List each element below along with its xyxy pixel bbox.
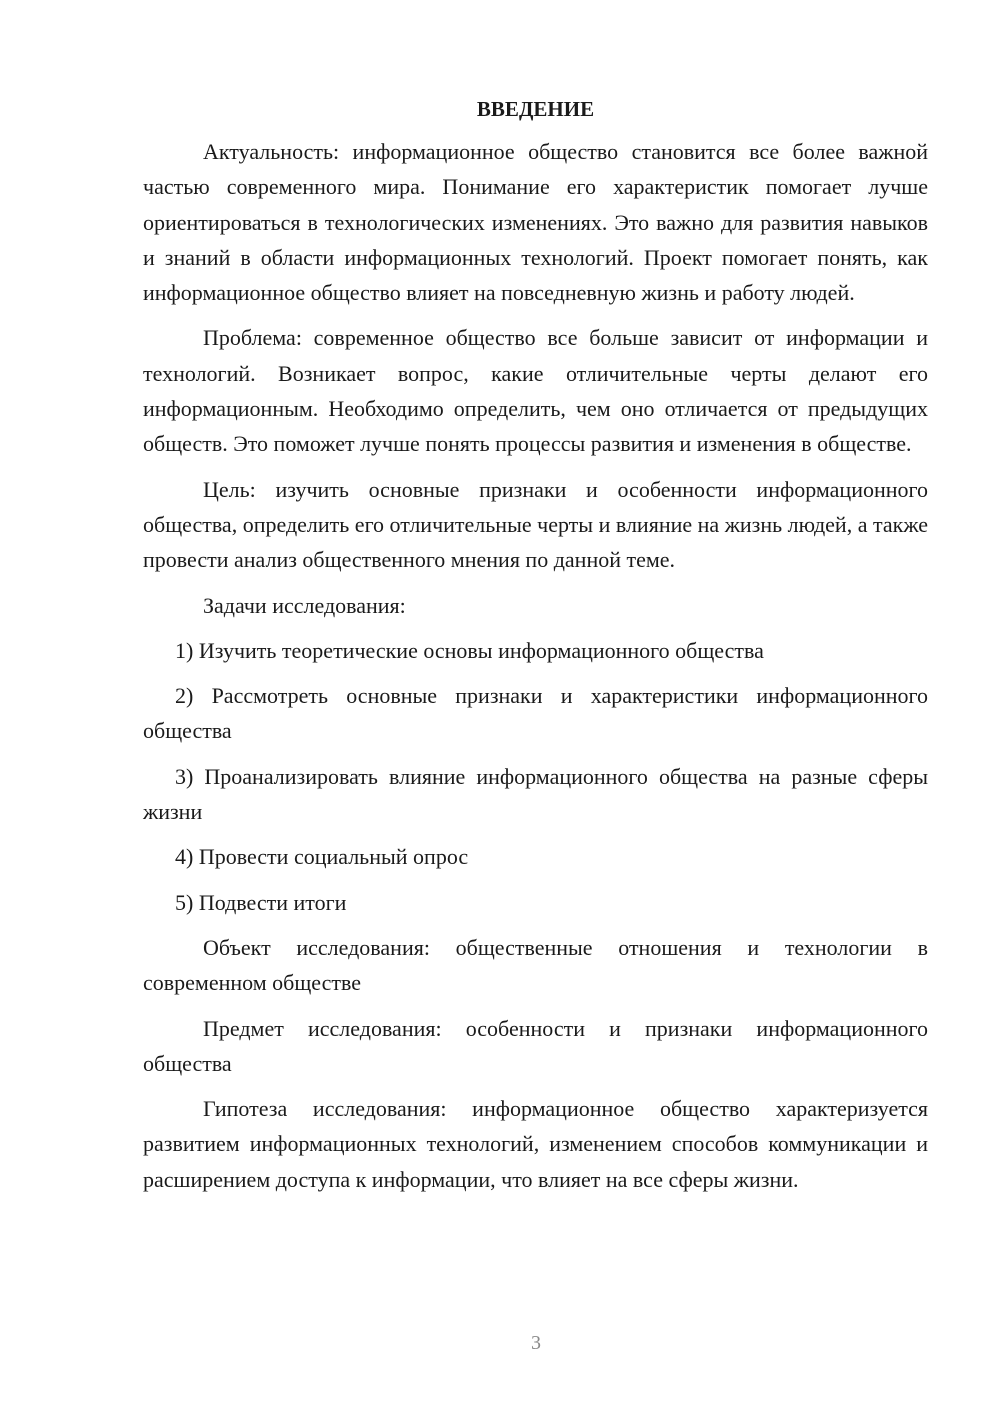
relevance-paragraph: Актуальность: информационное общество становится все более важной частью современного мира. Понимание его характеристик помогает лучше ориентироваться в технологических изменениях. Это важно для развития навыков и знаний в области информационных технологий. Проект помогает понять, как информационное общество влияет на повседневную жизнь и работу людей.	[143, 139, 928, 306]
tasks-heading: Задачи исследования:	[203, 592, 406, 618]
problem-paragraph: Проблема: современное общество все больше зависит от информации и технологий. Возникает вопрос, какие отличительные черты делают его информационным. Необходимо определить, чем оно отличается от предыдущих обществ. Это поможет лучше понять процессы развития и изменения в обществе.	[143, 325, 928, 457]
task-item: 2) Рассмотреть основные признаки и характеристики информационного общества	[143, 683, 928, 744]
goal-paragraph: Цель: изучить основные признаки и особенности информационного общества, определить его отличительные черты и влияние на жизнь людей, а также провести анализ общественного мнения по данной теме.	[143, 476, 928, 573]
hypothesis-paragraph: Гипотеза исследования: информационное общество характеризуется развитием информационных технологий, изменением способов коммуникации и расширением доступа к информации, что влияет на все сферы жизни.	[143, 1096, 928, 1192]
task-item: 3) Проанализировать влияние информационного общества на разные сферы жизни	[143, 763, 928, 825]
document-page	[143, 92, 928, 1207]
subject-paragraph: Предмет исследования: особенности и признаки информационного общества	[143, 1015, 928, 1076]
page-title: ВВЕДЕНИЕ	[476, 97, 595, 121]
task-item: 4) Провести социальный опрос	[175, 844, 469, 870]
task-item: 5) Подвести итоги	[175, 889, 347, 915]
task-item: 1) Изучить теоретические основы информационного общества	[175, 637, 764, 663]
page-number: 3	[531, 1332, 541, 1354]
object-paragraph: Объект исследования: общественные отношения и технологии в современном обществе	[143, 934, 928, 996]
